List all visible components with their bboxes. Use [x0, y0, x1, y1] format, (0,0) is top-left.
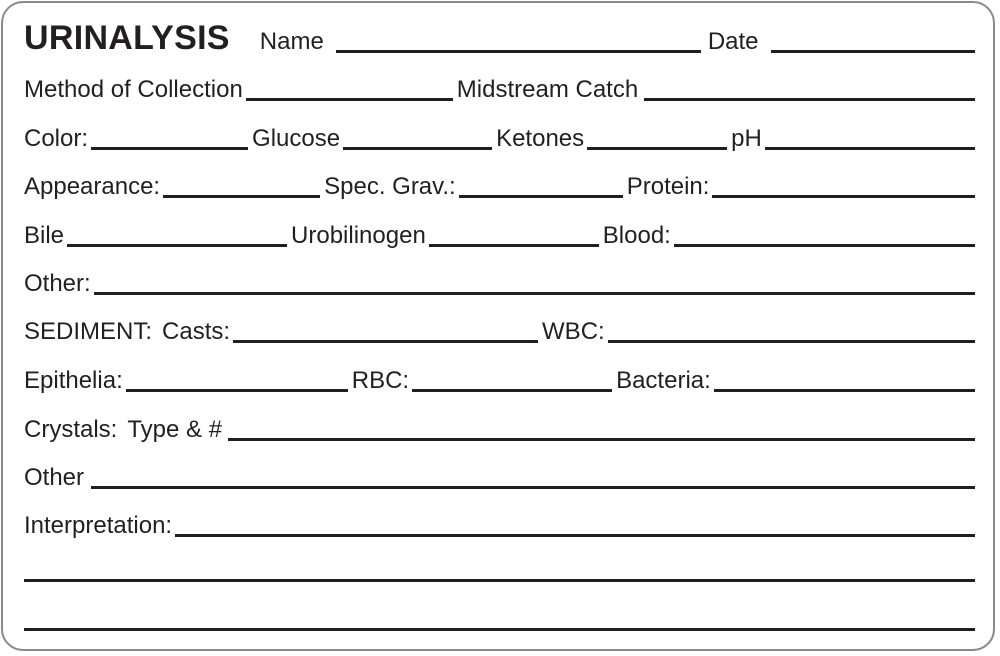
date-field[interactable]: [771, 50, 975, 53]
bacteria-field[interactable]: [714, 389, 975, 392]
form-title: URINALYSIS: [24, 19, 230, 57]
rbc-label: RBC:: [351, 367, 410, 394]
ketones-field[interactable]: [587, 147, 727, 150]
protein-label: Protein:: [626, 173, 710, 200]
sediment-heading: SEDIMENT:: [24, 318, 153, 345]
wbc-field[interactable]: [608, 340, 975, 343]
sediment-row: [24, 318, 975, 346]
method-field[interactable]: [246, 98, 453, 101]
chemistry-row-3: [24, 222, 975, 250]
ph-field[interactable]: [765, 147, 975, 150]
other-field[interactable]: [94, 292, 975, 295]
name-label: Name: [259, 28, 324, 55]
casts-label: Casts:: [162, 318, 231, 345]
casts-field[interactable]: [233, 340, 538, 343]
crystals-row: [24, 416, 975, 444]
glucose-label: Glucose: [252, 125, 341, 152]
urobilinogen-label: Urobilinogen: [291, 222, 426, 249]
spec-grav-field[interactable]: [459, 195, 623, 198]
type-count-label: Type & #: [127, 416, 223, 443]
blood-field[interactable]: [674, 244, 975, 247]
crystals-label: Crystals:: [24, 416, 118, 443]
other-row-2: [24, 464, 975, 492]
spec-grav-label: Spec. Grav.:: [324, 173, 456, 200]
name-field[interactable]: [336, 50, 701, 53]
midstream-field[interactable]: [644, 98, 975, 101]
interpretation-label: Interpretation:: [24, 512, 173, 539]
sediment-row-2: [24, 367, 975, 395]
appearance-label: Appearance:: [24, 173, 161, 200]
urobilinogen-field[interactable]: [429, 244, 599, 247]
crystals-field[interactable]: [228, 438, 975, 441]
other-row-1: [24, 270, 975, 298]
ketones-label: Ketones: [496, 125, 585, 152]
appearance-field[interactable]: [163, 195, 320, 198]
chemistry-row-1: [24, 125, 975, 153]
epithelia-label: Epithelia:: [24, 367, 123, 394]
protein-field[interactable]: [712, 195, 975, 198]
color-label: Color:: [24, 125, 89, 152]
collection-row: [24, 76, 975, 104]
midstream-label: Midstream Catch: [456, 76, 639, 103]
method-label: Method of Collection: [24, 76, 243, 103]
other-2-field[interactable]: [91, 486, 975, 489]
bacteria-label: Bacteria:: [616, 367, 711, 394]
interpretation-field[interactable]: [175, 534, 975, 537]
interpretation-line-2[interactable]: [24, 579, 975, 582]
color-field[interactable]: [91, 147, 248, 150]
header-row: [24, 20, 975, 56]
epithelia-field[interactable]: [126, 389, 348, 392]
ph-label: pH: [731, 125, 762, 152]
blood-label: Blood:: [602, 222, 671, 249]
other-2-label: Other: [24, 464, 85, 491]
rbc-field[interactable]: [412, 389, 612, 392]
date-label: Date: [707, 28, 759, 55]
bile-field[interactable]: [67, 244, 287, 247]
interpretation-row: [24, 512, 975, 540]
other-label: Other:: [24, 270, 91, 297]
interpretation-line-3[interactable]: [24, 628, 975, 631]
glucose-field[interactable]: [343, 147, 492, 150]
bile-label: Bile: [24, 222, 65, 249]
wbc-label: WBC:: [542, 318, 605, 345]
chemistry-row-2: [24, 173, 975, 201]
